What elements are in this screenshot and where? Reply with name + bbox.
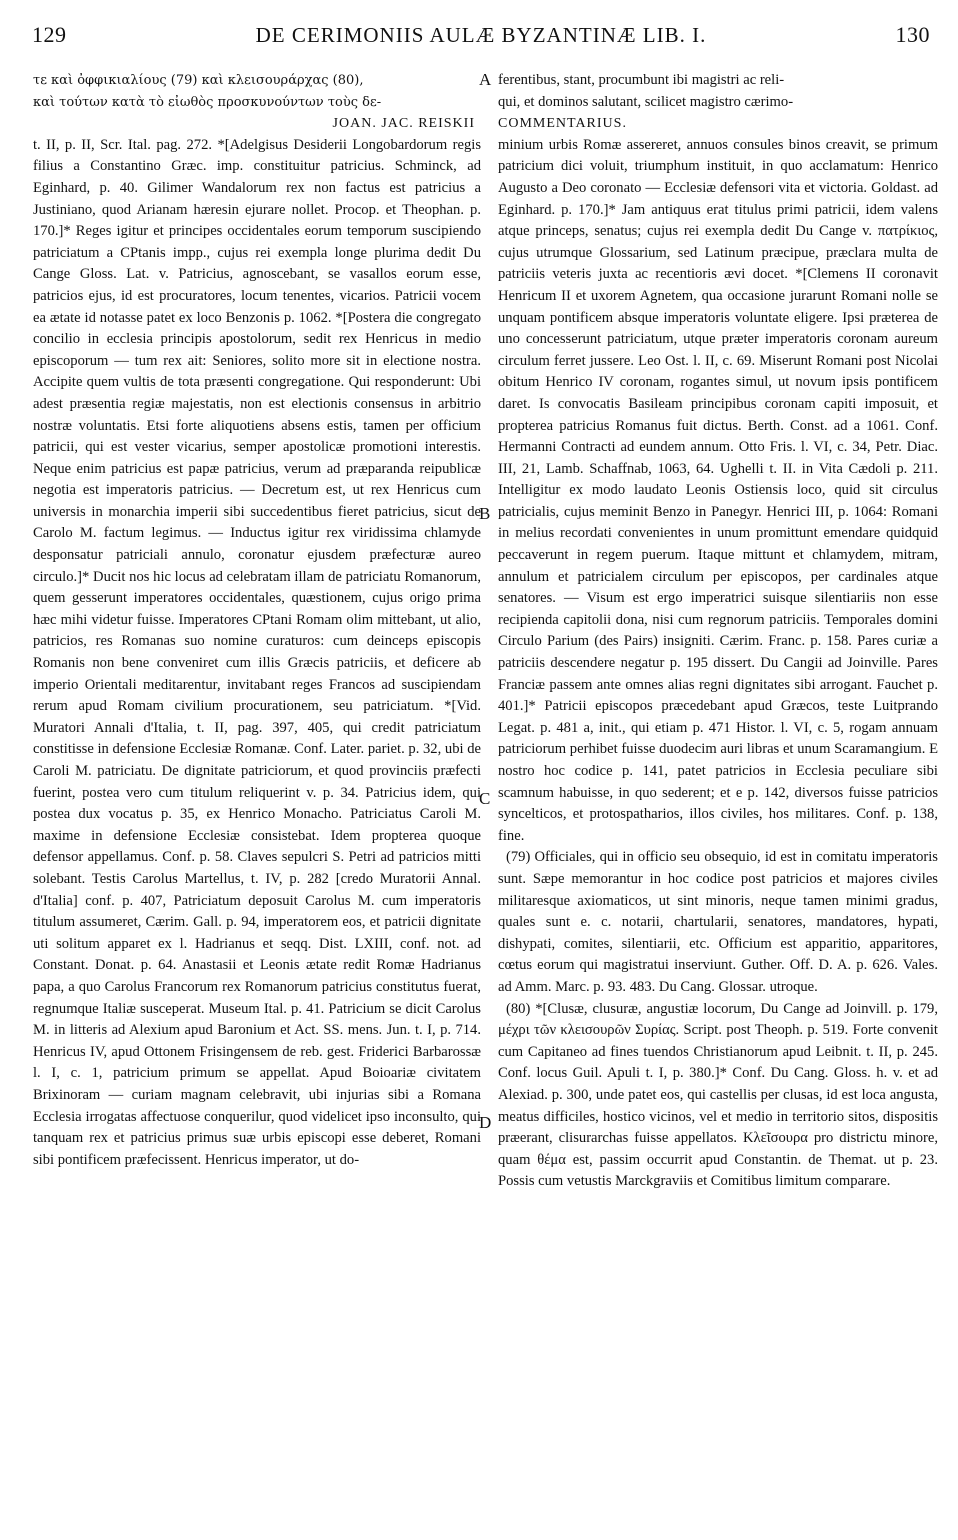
note-80: (80) *[Clusæ, clusuræ, angustiæ locorum, Du Cange ad Joinvill. p. 179, μέχρι τῶν κλεισουρῶν Συρίας. Script. post Theoph. p. 519. Forte convenit cum Capitaneo ad fines tuendos Christianorum apud Leibnit. t. II, p. 245. Conf. locus Guil. Apuli t. I, p. 380.]* Conf. Du Cang. Gloss. h. v. et ad Alexiad. p. 300, unde patet eos, qui castellis per clusas, id est loca angusta, meatus difficiles, hostico vicinos, vel et medio in territorio sitos, dispositis præerant, clisurarchas fuisse appellatos. Κλεῖσουρα pro districtu minore, quam θέμα est, passim occurrit apud Constantin. de Themat. ut p. 23. Possis cum vetustis Marckgraviis et Comitibus limitum comparare. xyxy=(498,1000,938,1190)
section-marker-c: C xyxy=(479,789,491,808)
section-marker-d: D xyxy=(479,1113,492,1132)
section-marker-a: A xyxy=(479,70,492,89)
note-79: (79) Officiales, qui in officio seu obsequio, id est in comitatu imperatoris sunt. Sæpe memorantur in hoc codice post patricios et majores civiles militaresque axiomaticos, ut sint minoris, neque tamen minimi gradus, quales sunt e. c. notarii, chartularii, senatores, mandatores, hypati, dishypati, comites, silentiarii, etc. Officium est apparitio, apparitores, cœtus eorum qui magistratui inserviunt. Guther. Off. D. A. p. 626. Vales. ad Amm. Marc. p. 93. 483. Du Cang. Glossar. utroque. xyxy=(498,849,938,995)
running-title: DE CERIMONIIS AULÆ BYZANTINÆ LIB. I. xyxy=(255,23,707,47)
greek-text-line-2: καὶ τούτων κατὰ τὸ εἰωθὸς προσκυνούντων τοὺς δε- xyxy=(33,94,382,110)
commentary-heading: COMMENTARIUS. xyxy=(498,116,627,132)
running-header xyxy=(32,22,930,56)
commentary-left-body: t. II, p. II, Scr. Ital. pag. 272. *[Adelgisus Desiderii Longobardorum regis filius a Constantino Græc. imp. constituitur patricius. Schminck, ad Eginhard, p. 40. Gilimer Wandalorum rex non factus est patricius a Justiniano, quod Arianam hæresin ejurare nollet. Procop. et Theophan. p. 170.]* Reges igitur et principes occidentales eorum temporum suscipiendo patriciatum a CPtanis impp., cujus rei exempla longe plurima dedit Du Cange Gloss. Lat. v. Patricius, agnoscebant, se vasallos eorum esse, patricios ejus, id est procuratores, locum tenentes, vicarios. Patricii vocem ea ætate id notasse patet ex loco Benzonis p. 1062. *[Postera die congregato concilio in ecclesia principis apostolorum, sedit rex Henricus in medio episcoporum — tum rex ait: Seniores, solito more sit in electione nostra. Accipite quem vultis de tota præsenti congregatione. Qui responderunt: Ubi adest præsentia regiæ majestatis, non est electionis consensus in arbitrio nostræ voluntatis. Etsi forte aliquotiens absens estis, tamen per officium patricii, qui est vester vicarius, semper apostolicæ promotioni interestis. Neque enim patricius est papæ patricius, verum ad præparanda reipublicæ negotia est imperatoris patricius. — Decretum est, ut rex Henricus cum universis in monarchia imperii sibi succedentibus fieret patricius, sicut de Carolo M. factum legimus. — Inductus igitur rex viridissima chlamyde desponsatur patriciali annulo, coronatur ejusdem præfecturæ aureo circulo.]* Ducit nos hic locus ad celebratam illam de patriciatu Romanorum, quem gesserunt imperatores occidentales, quæstionem, cujus origo prima hæc mihi videtur fuisse. Imperatores CPtani Romam olim mittebant, ut alio, patricios, res Romanas suo nomine curaturos: cum deinceps episcopis Romanis non bene conveniret cum illis Græcis patriciis, et deficere ab imperio Orientali meditarentur, invitabant reges Francos ad suscipiendam rerum apud Romam civilium procurationem, seu patriciatum. *[Vid. Muratori Annali d'Italia, t. II, pag. 397, 405, qui credit patriciatum constitisse in defensione Ecclesiæ Romanæ. Conf. Later. pariet. p. 32, ubi de Caroli M. patriciatu. De dignitate patriciorum, et quod provinciis præfecti fuerint, postea vero cum titulum reliquerint v. p. 34. Patricius idem, qui postea dux vocatus p. 35, ex Henrico Monacho. Patriciatus Caroli M. maxime in defensione Ecclesiæ consistebat. Idem propterea quoque defensor appellamus. Conf. p. 58. Claves sepulcri S. Petri ad patricios mitti solebant. Testis Carolus Martellus, t. IV, p. 282 [credo Muratorii Annal. d'Italia] conf. p. 407, Patriciatum deposuit Carolus M. cum imperatoris titulum assumeret, Cærim. Gall. p. 94, imperatorem eos, et patricii dignitate uti solitum apparet ex l. Hadrianus et seqq. Dist. LXIII, conf. not. ad Constant. Donat. p. 64. Anastasii et Leonis ætate redit Romæ Hadrianus papa, a quo Carolus Francorum rex Romanorum patricius constitutus fuerat, regnumque Italiæ susceperat. Museum Ital. p. 41. Patricium se dicit Carolus M. in litteris ad Alexium apud Baronium et Act. SS. mens. Jun. t. I, p. 714. Henricus IV, apud Ottonem Frisingensem de reb. gest. Friderici Barbarossæ l. I, c. 1, patricium primum se appellat. Apud Boioariæ civitatem Brixinoram — curiam magnam celebravit, ubi injurias sibi a Romana Ecclesia irrogatas affectuose conquerilur, quod videlicet ipso inconsulto, qui tanquam rex et patricius primus suæ urbis episcopi esse deberet, Romani sibi pontificem præfecissent. Henricus imperator, ut do- xyxy=(33,136,481,1168)
commentary-right-body-1: minium urbis Romæ assereret, annuos consules binos creavit, se primum patricium dici voluit, triumphum instituit, in quo acclamatum: Henrico Augusto a Deo coronato — Ecclesiæ defensori vita et victoria. Goldast. ad Eginhard. p. 170.]* Jam antiquus erat titulus primi patricii, idem valens atque princeps, senatus; cujus rei exempla dedit Du Cange v. πατρίκιος, cujus utrumque Glossarium, sed Latinum præcipue, præclara multa de patriciis veteris juxta ac recentioris ævi docet. *[Clemens II coronavit Henricum II et uxorem Agnetem, qua occasione jurarunt Romani nolle se unquam pontificem absque imperatoris voluntate eligere. Ipsi præterea de uno concesserunt patriciatum, utque præter imperatoris coronam aureum circulum ferret jussere. Leo Ost. l. II, c. 69. Miserunt Romani post Nicolai obitum Henrico IV coronam, rogantes simul, ut novum ipsis pontificem daret. Is convocatis Basileam principibus coronam capiti imposuit, et propterea patricius Romanus fuit dictus. Berth. Const. ad a 1061. Conf. Hermanni Contracti ad eundem annum. Otto Fris. l. VI, c. 34, Petr. Diac. III, 21, Lamb. Schaffnab, 1063, 64. Ughelli t. II. in Vita Cædoli p. 211. Intelligitur ex modo laudato Leonis Ostiensis loco, quid sit circulus patricialis, cujus meminit Benzo in Panegyr. Henrici III, p. 1064: Romani in melius recordati convenientes in unum promittunt emendare quidquid peccaverunt in regem puerum. Itaque mittunt et chlamydem, mitram, annulum et patricialem circulum per episcopos, per cardinales atque senatores. — Visum est ergo imperatrici suisque silentiariis non esse recipienda capitolii dona, nisi cum regnorum patriciis. Temporales domini Circulo Parium (des Pairs) insigniti. Cærim. Franc. p. 158. Pares curiæ a patriciis descendere negatur p. 195 dissert. Du Cangii ad Joinville. Pares Franciæ passem ante omnes alias regni dignitates sibi arrogant. Fauchet p. 401.]* Patricii episcopos præcedebant apud Græcos, teste Luitprando Legat. p. 481 a, init., qui etiam p. 471 Histor. l. VI, c. 5, rogam annuam patriciorum perhibet fuisse duodecim auri libras et unum Scaramangium. E nostro hoc codice p. 141, patet patricios in Ecclesia peculiare sibi scamnum habuisse, in quo sederent; et e p. 142, diversos fuisse patricios syncelticos, et protospatharios, illos civiles, hos militares. Conf. p. 138, fine. xyxy=(498,136,938,844)
latin-text-line-1: ferentibus, stant, procumbunt ibi magistri ac reli- xyxy=(498,72,785,88)
section-marker-b: B xyxy=(479,504,491,523)
greek-text-line-1: τε καὶ ὀφφικιαλίους (79) καὶ κλεισουράρχας (80), xyxy=(33,73,364,88)
left-page-number: 129 xyxy=(32,22,67,47)
left-column xyxy=(33,70,481,1171)
commentary-author-heading: JOAN. JAC. REISKII xyxy=(332,116,475,132)
latin-text-line-2: qui, et dominos salutant, scilicet magistro cærimo- xyxy=(498,93,794,110)
right-column xyxy=(498,70,938,1193)
right-page-number: 130 xyxy=(895,22,930,47)
